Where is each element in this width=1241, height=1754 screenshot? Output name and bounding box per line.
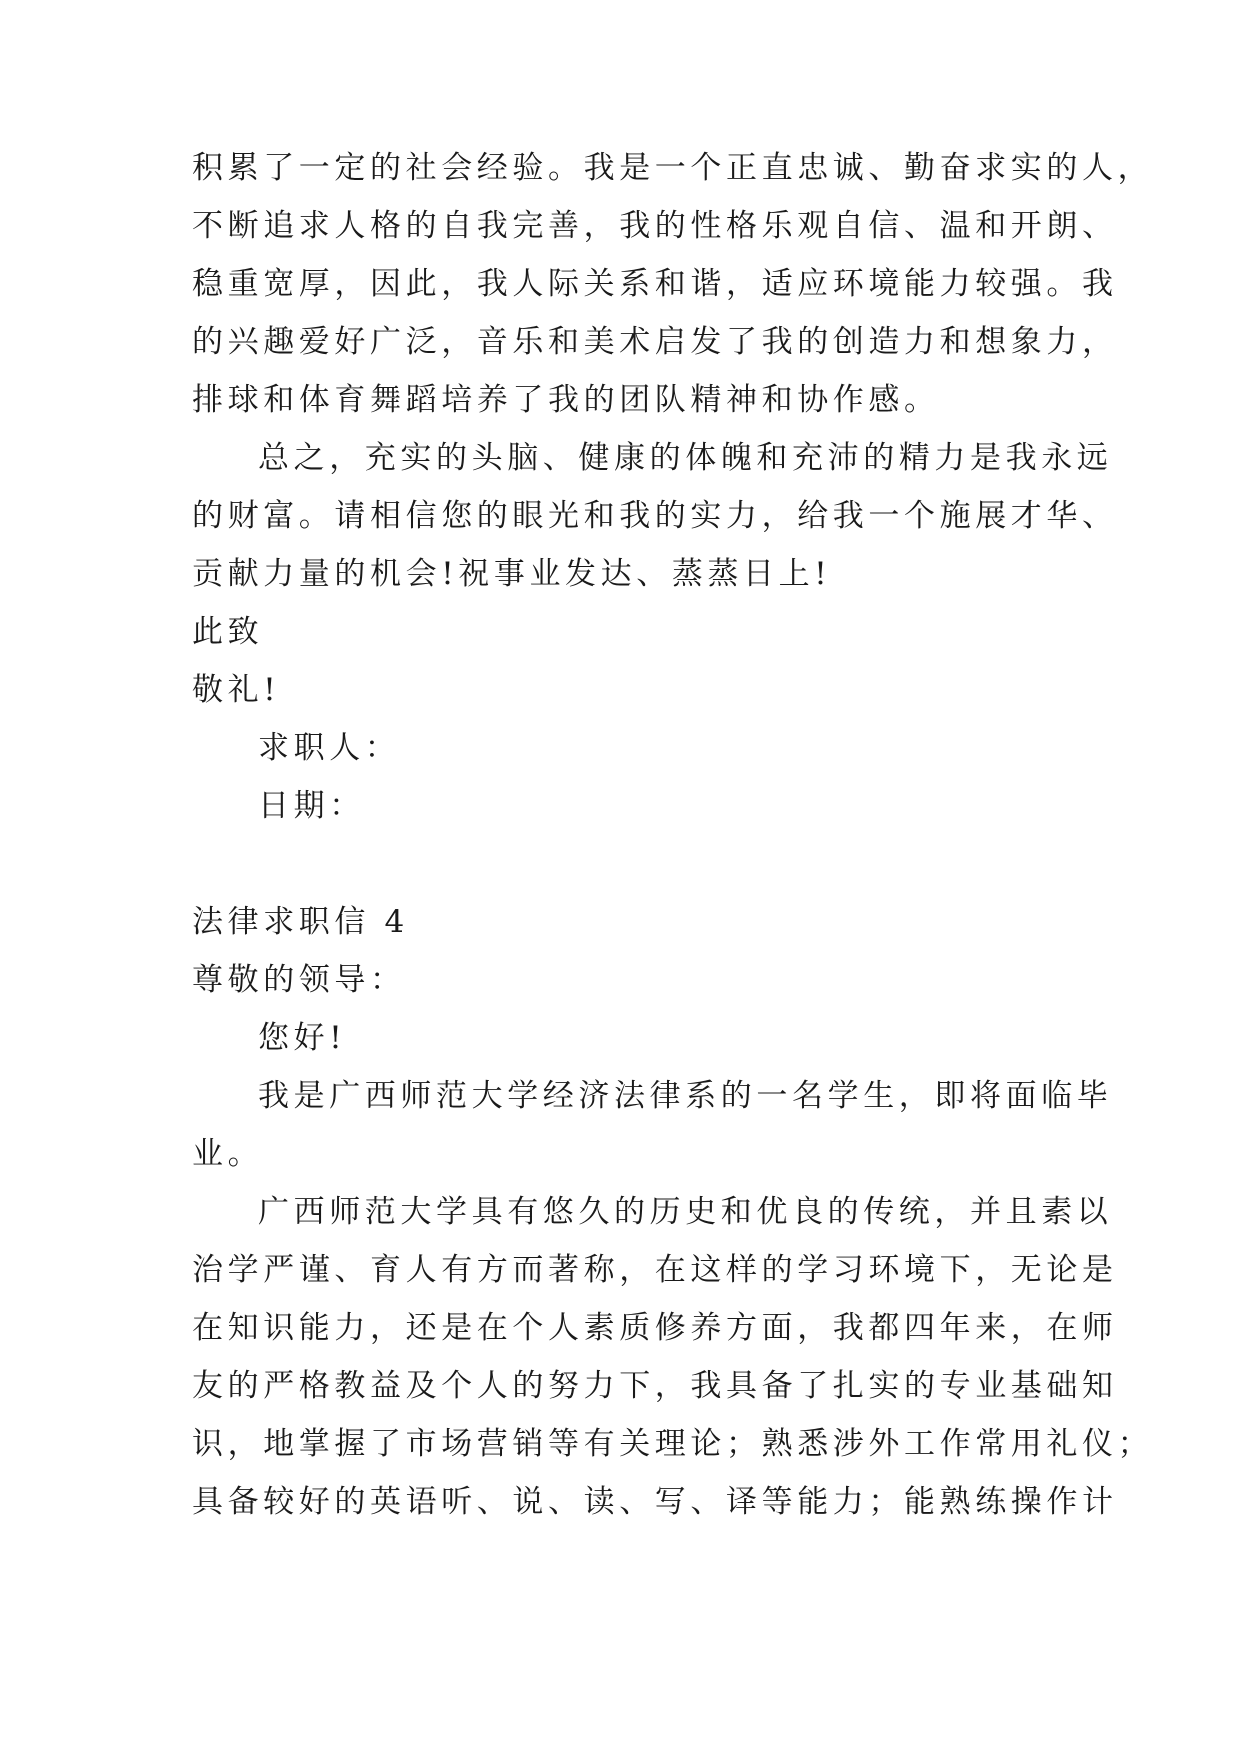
text-line: 在知识能力，还是在个人素质修养方面，我都四年来，在师 — [192, 1310, 1118, 1346]
greeting: 您好! — [258, 1020, 347, 1056]
text-line: 总之，充实的头脑、健康的体魄和充沛的精力是我永远 — [258, 440, 1113, 476]
applicant-label: 求职人： — [258, 730, 401, 766]
text-line: 广西师范大学具有悠久的历史和优良的传统，并且素以 — [258, 1194, 1113, 1230]
text-line: 的兴趣爱好广泛，音乐和美术启发了我的创造力和想象力， — [192, 324, 1118, 360]
text-line: 的财富。请相信您的眼光和我的实力，给我一个施展才华、 — [192, 498, 1118, 534]
text-line: 排球和体育舞蹈培养了我的团队精神和协作感。 — [192, 382, 940, 418]
text-line: 我是广西师范大学经济法律系的一名学生，即将面临毕 — [258, 1078, 1113, 1114]
text-line: 稳重宽厚，因此，我人际关系和谐，适应环境能力较强。我 — [192, 266, 1118, 302]
text-line: 积累了一定的社会经验。我是一个正直忠诚、勤奋求实的人， — [192, 150, 1154, 186]
text-line: 不断追求人格的自我完善，我的性格乐观自信、温和开朗、 — [192, 208, 1118, 244]
text-line: 识，地掌握了市场营销等有关理论；熟悉涉外工作常用礼仪； — [192, 1426, 1154, 1462]
salutation: 尊敬的领导： — [192, 962, 406, 998]
text-line: 治学严谨、育人有方而著称，在这样的学习环境下，无论是 — [192, 1252, 1118, 1288]
closing-text: 此致 — [192, 614, 264, 650]
text-line: 具备较好的英语听、说、读、写、译等能力；能熟练操作计 — [192, 1484, 1118, 1520]
text-line: 业。 — [192, 1136, 264, 1172]
section-title: 法律求职信 4 — [192, 904, 409, 940]
regards-text: 敬礼! — [192, 672, 281, 708]
date-label: 日期： — [258, 788, 365, 824]
text-line: 贡献力量的机会!祝事业发达、蒸蒸日上! — [192, 556, 832, 592]
text-line: 友的严格教益及个人的努力下，我具备了扎实的专业基础知 — [192, 1368, 1118, 1404]
